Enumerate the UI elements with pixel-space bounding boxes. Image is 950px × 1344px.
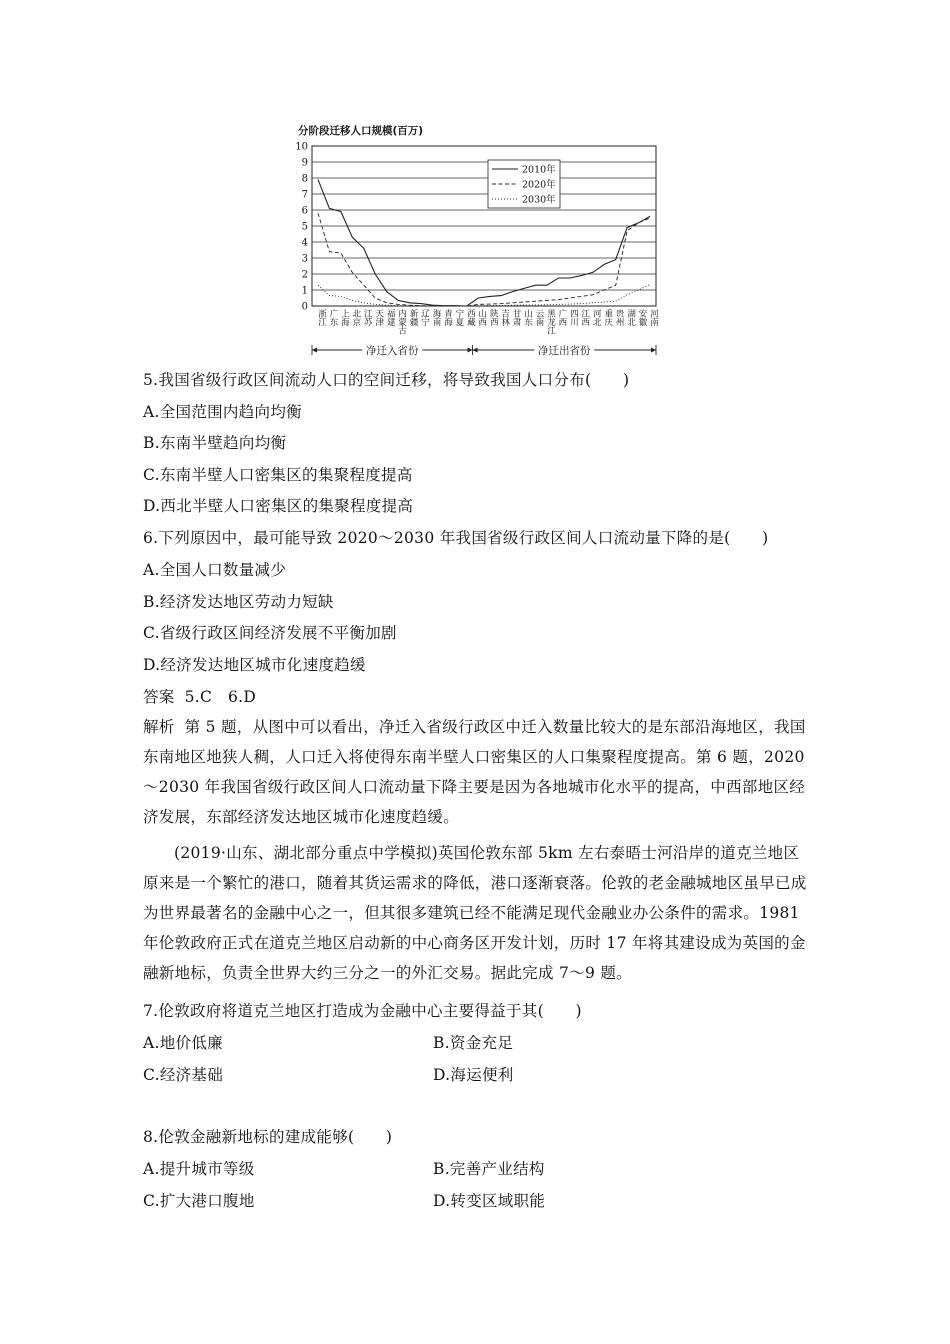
y-tick-label: 0 — [301, 301, 308, 313]
q8-option-d: D.转变区域职能 — [433, 1192, 546, 1210]
material-text: (2019·山东、湖北部分重点中学模拟)英国伦敦东部 5km 左右泰晤士河沿岸的道克兰地区原来是一个繁忙的港口，随着其货运需求的降低，港口逐渐衰落。伦敦的老金融城地区虽早已成为世界最著名的金融中心之一，但其很多建筑已经不能满足现代金融业办公条件的需求。1981 年伦敦政府正式在道克兰地区启动新的中心商务区开发计划，历时 17 年将其建设成为英国的金融新地标，负责全世界大约三分之一的外汇交易。据此完成 7～9 题。 — [143, 844, 807, 982]
x-tick-label: 上海 — [339, 309, 350, 326]
bracket-arrow — [468, 348, 473, 353]
q6-stem: 6.下列原因中，最可能导致 2020～2030 年我国省级行政区间人口流动量下降的是( ) — [143, 529, 769, 547]
q6-option-a: A.全国人口数量减少 — [143, 561, 287, 579]
analysis-text: 第 5 题，从图中可以看出，净迁入省级行政区中迁入数量比较大的是东部沿海地区，我国东南地区地狭人稠，人口迁入将使得东南半壁人口密集区的人口集聚程度提高。第 6 题，2020～2030 年我国省级行政区间人口流动量下降主要是因为各地城市化水平的提高，中西部地区经济发展，东部经济发达地区城市化速度趋缓。 — [143, 718, 806, 826]
q6-option-d: D.经济发达地区城市化速度趋缓 — [143, 656, 366, 674]
answer-line — [143, 686, 256, 708]
x-tick-label: 广西 — [556, 309, 567, 326]
bracket-label-out: 净迁出省份 — [538, 345, 591, 357]
x-tick-label: 北京 — [350, 309, 361, 326]
x-tick-label: 山东 — [522, 309, 533, 326]
q8-option-a: A.提升城市等级 — [143, 1160, 255, 1178]
x-tick-label: 江苏 — [362, 309, 373, 326]
x-tick-label: 浙江 — [316, 309, 327, 326]
x-tick-label: 福建 — [385, 309, 396, 326]
y-tick-label: 4 — [301, 237, 308, 249]
x-tick-label: 海南 — [430, 309, 441, 326]
q7-option-c: C.经济基础 — [143, 1066, 224, 1084]
q5-option-d: D.西北半壁人口密集区的集聚程度提高 — [143, 497, 414, 515]
y-tick-label: 3 — [301, 253, 308, 265]
q7-stem: 7.伦敦政府将道克兰地区打造成为金融中心主要得益于其( ) — [143, 1002, 582, 1020]
bracket-arrow — [312, 348, 317, 353]
material-paragraph — [143, 838, 811, 988]
x-tick-label: 重庆 — [602, 309, 613, 326]
q7-option-b: B.资金充足 — [433, 1034, 514, 1052]
x-tick-label: 甘肃 — [511, 309, 522, 326]
q7-option-d: D.海运便利 — [433, 1066, 514, 1084]
answer-text: 5.C 6.D — [184, 688, 257, 706]
q5-option-b: B.东南半壁趋向均衡 — [143, 434, 287, 452]
x-tick-label: 陕西 — [488, 309, 499, 326]
q5-stem: 5.我国省级行政区间流动人口的空间迁移，将导致我国人口分布( ) — [143, 371, 630, 389]
bracket-arrow — [651, 348, 656, 353]
x-tick-label: 山西 — [476, 309, 487, 326]
q5-option-c: C.东南半壁人口密集区的集聚程度提高 — [143, 466, 413, 484]
q6-option-c: C.省级行政区间经济发展不平衡加剧 — [143, 624, 397, 642]
chart-title: 分阶段迁移人口规模(百万) — [298, 125, 424, 137]
q6-option-b: B.经济发达地区劳动力短缺 — [143, 593, 334, 611]
y-tick-label: 1 — [301, 285, 308, 297]
y-tick-label: 10 — [295, 141, 308, 153]
q8-stem: 8.伦敦金融新地标的建成能够( ) — [143, 1128, 393, 1146]
y-tick-label: 6 — [301, 205, 308, 217]
x-tick-label: 四川 — [568, 309, 579, 326]
x-tick-label: 青海 — [442, 309, 453, 326]
x-tick-label: 安徽 — [637, 309, 648, 326]
analysis-label: 解析 — [143, 718, 175, 736]
x-tick-label: 吉林 — [499, 309, 510, 326]
y-tick-label: 5 — [301, 221, 308, 233]
legend-label: 2020年 — [522, 179, 556, 191]
x-tick-label: 新疆 — [408, 309, 419, 326]
x-tick-label: 广东 — [327, 309, 338, 326]
y-tick-label: 9 — [301, 157, 308, 169]
legend-label: 2030年 — [522, 194, 556, 206]
series-line-3 — [318, 284, 650, 306]
series-line-1 — [318, 180, 650, 306]
series-line-2 — [318, 213, 650, 306]
x-tick-label: 内蒙古 — [396, 309, 407, 335]
q5-option-a: A.全国范围内趋向均衡 — [143, 403, 302, 421]
q8-option-b: B.完善产业结构 — [433, 1160, 545, 1178]
x-tick-label: 江西 — [579, 309, 590, 326]
x-tick-label: 西藏 — [465, 309, 476, 326]
x-tick-label: 宁夏 — [453, 309, 464, 326]
x-tick-label: 辽宁 — [419, 309, 430, 326]
x-tick-label: 湖北 — [625, 309, 636, 326]
answer-label: 答案 — [143, 688, 175, 706]
x-tick-label: 黑龙江 — [545, 309, 556, 335]
q7-option-a: A.地价低廉 — [143, 1034, 223, 1052]
analysis-paragraph — [143, 712, 811, 832]
legend-label: 2010年 — [522, 164, 556, 176]
x-tick-label: 贵州 — [614, 309, 625, 326]
x-tick-label: 河南 — [648, 309, 659, 326]
bracket-arrow — [473, 348, 478, 353]
y-tick-label: 2 — [301, 269, 308, 281]
migration-chart — [290, 118, 670, 363]
q7-row-1 — [143, 1032, 223, 1054]
q8-option-c: C.扩大港口腹地 — [143, 1192, 255, 1210]
bracket-label-in: 净迁入省份 — [366, 345, 419, 357]
x-tick-label: 云南 — [534, 309, 545, 326]
y-tick-label: 8 — [301, 173, 308, 185]
x-tick-label: 河北 — [591, 309, 602, 326]
chart-svg — [290, 118, 670, 363]
x-tick-label: 天津 — [373, 309, 384, 326]
y-tick-label: 7 — [301, 189, 308, 201]
